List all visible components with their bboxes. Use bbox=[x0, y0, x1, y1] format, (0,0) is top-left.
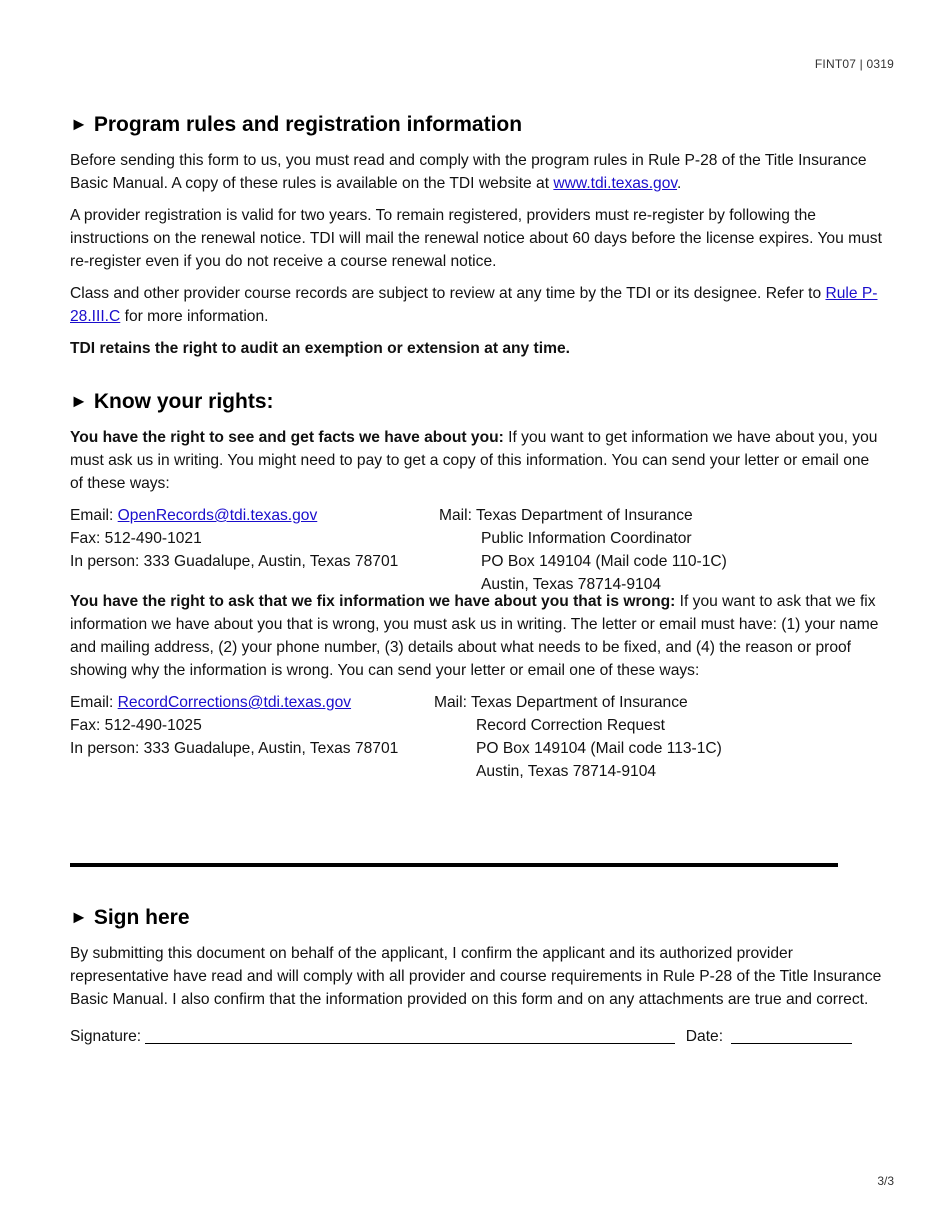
know-rights-heading-text: Know your rights: bbox=[93, 390, 274, 413]
right-to-fix-paragraph bbox=[70, 590, 882, 682]
open-records-contact-left bbox=[70, 504, 430, 573]
signature-row bbox=[70, 1025, 882, 1048]
open-records-mail-line-3: PO Box 149104 (Mail code 110-1C) bbox=[481, 553, 727, 570]
open-records-mail-line-4: Austin, Texas 78714-9104 bbox=[481, 576, 662, 593]
record-corrections-mail-line-1: Mail: Texas Department of Insurance bbox=[434, 694, 688, 711]
open-records-email-row bbox=[70, 504, 430, 527]
sign-confirmation-paragraph: By submitting this document on behalf of the applicant, I confirm the applicant and its authorized provider representative have read and will comply with all provider and course requirements in Rule P-28 of the Title Insurance Basic Manual. I also confirm that the information provided on this form and on any attachments are true and correct. bbox=[70, 945, 882, 1008]
right-to-fix-bold: You have the right to ask that we fix information we have about you that is wrong: bbox=[70, 593, 676, 610]
signature-label: Signature: bbox=[70, 1028, 142, 1045]
record-corrections-mail-line-4: Austin, Texas 78714-9104 bbox=[476, 763, 657, 780]
record-corrections-mail-line-2: Record Correction Request bbox=[476, 717, 665, 734]
open-records-mail-address bbox=[439, 504, 727, 596]
right-to-fix-text: If you want to ask that we fix information we have about you that is wrong, you must ask us in writing. The letter or email must have: (1) your name and mailing address, (2) your phone number, (3) details about what needs to be fixed, and (4) the reason or proof showing why the information is wrong. You can send your letter or email one of these ways: bbox=[70, 593, 879, 679]
email-label: Email: bbox=[70, 507, 118, 524]
open-records-fax: Fax: 512-490-1021 bbox=[70, 530, 202, 547]
know-rights-heading bbox=[70, 387, 882, 416]
open-records-mail-line-1: Mail: Texas Department of Insurance bbox=[439, 507, 693, 524]
record-corrections-contact-left bbox=[70, 691, 430, 760]
record-corrections-email-row bbox=[70, 691, 430, 714]
program-rules-paragraph-2: A provider registration is valid for two years. To remain registered, providers must re-register by following the instructions on the renewal notice. TDI will mail the renewal notice about 60 days before the license expires. You must re-register even if you do not receive a course renewal notice. bbox=[70, 207, 882, 270]
right-to-see-text: If you want to get information we have about you, you must ask us in writing. You might need to pay to get a copy of this information. You can send your letter or email one of these ways: bbox=[70, 429, 878, 492]
program-rules-p3-end: for more information. bbox=[120, 308, 269, 325]
triangle-right-icon: ► bbox=[70, 907, 88, 927]
record-corrections-contact bbox=[70, 691, 882, 780]
sign-here-heading bbox=[70, 903, 882, 932]
sign-here-heading-text: Sign here bbox=[93, 906, 190, 929]
form-id: FINT07 | 0319 bbox=[814, 57, 894, 71]
record-corrections-mail-line-3: PO Box 149104 (Mail code 113-1C) bbox=[476, 740, 722, 757]
record-corrections-fax: Fax: 512-490-1025 bbox=[70, 717, 202, 734]
open-records-mail-line-2: Public Information Coordinator bbox=[481, 530, 692, 547]
triangle-right-icon: ► bbox=[70, 391, 88, 411]
program-rules-paragraph-3 bbox=[70, 282, 882, 328]
record-corrections-email-link[interactable]: RecordCorrections@tdi.texas.gov bbox=[117, 694, 352, 711]
open-records-in-person: In person: 333 Guadalupe, Austin, Texas 78701 bbox=[70, 553, 399, 570]
section-divider bbox=[70, 863, 838, 867]
email-label: Email: bbox=[70, 694, 118, 711]
right-to-see-bold: You have the right to see and get facts we have about you: bbox=[70, 429, 504, 446]
signature-field[interactable] bbox=[145, 1027, 675, 1044]
triangle-right-icon: ► bbox=[70, 114, 88, 134]
date-field[interactable] bbox=[731, 1027, 852, 1044]
program-rules-paragraph-1 bbox=[70, 149, 882, 195]
sign-section bbox=[70, 903, 882, 1048]
page-number: 3/3 bbox=[877, 1174, 894, 1188]
audit-right-statement: TDI retains the right to audit an exemption or extension at any time. bbox=[70, 340, 570, 357]
rule-p28-link[interactable]: Rule P-28.III.C bbox=[70, 285, 878, 325]
program-rules-p1-text: Before sending this form to us, you must read and comply with the program rules in Rule P-28 of the Title Insurance Basic Manual. A copy of these rules is available on the TDI website at bbox=[70, 152, 867, 192]
open-records-email-link[interactable]: OpenRecords@tdi.texas.gov bbox=[117, 507, 318, 524]
program-rules-heading-text: Program rules and registration information bbox=[93, 113, 523, 136]
record-corrections-in-person: In person: 333 Guadalupe, Austin, Texas 78701 bbox=[70, 740, 399, 757]
date-label: Date: bbox=[685, 1028, 724, 1045]
program-rules-p3-text: Class and other provider course records are subject to review at any time by the TDI or its designee. Refer to bbox=[70, 285, 826, 302]
open-records-contact bbox=[70, 504, 882, 593]
program-rules-heading bbox=[70, 110, 882, 139]
record-corrections-mail-address bbox=[434, 691, 722, 783]
right-to-see-paragraph bbox=[70, 426, 882, 495]
tdi-website-link[interactable]: www.tdi.texas.gov bbox=[553, 175, 678, 192]
program-rules-p1-end: . bbox=[677, 175, 682, 192]
main-content bbox=[70, 110, 882, 780]
